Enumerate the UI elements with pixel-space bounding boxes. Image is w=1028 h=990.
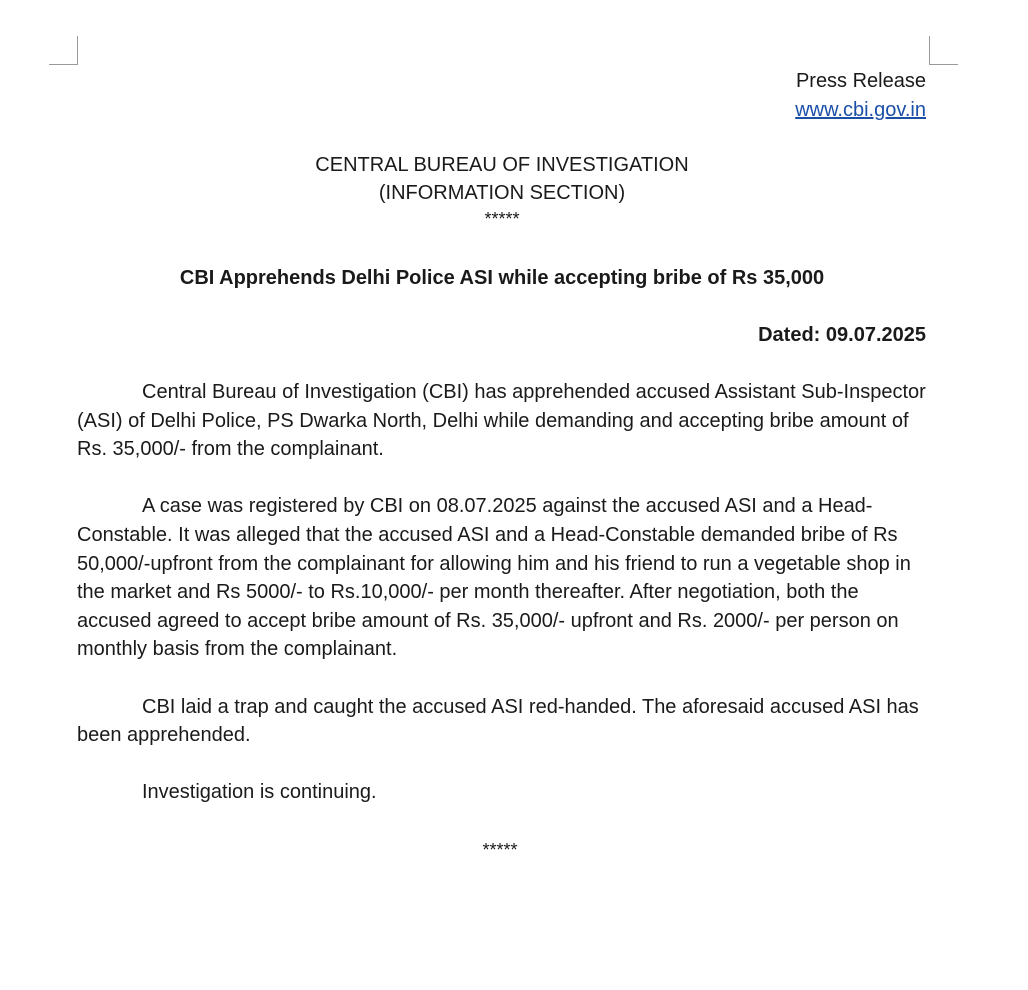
release-date: Dated: 09.07.2025 <box>758 324 926 346</box>
top-left-corner-mark <box>49 36 78 65</box>
footer-separator: ***** <box>482 840 518 860</box>
paragraph-case-details: A case was registered by CBI on 08.07.2025 against the accused ASI and a Head-Constable. It was alleged that the accused ASI and a Head-Constable demanded bribe of Rs 50,000/-upfront from the complainant for allowing him and his friend to run a vegetable shop in the market and Rs 5000/- to Rs.10,000/- per month thereafter. After negotiation, both the accused agreed to accept bribe amount of Rs. 35,000/- upfront and Rs. 2000/- per person on monthly basis from the complainant. <box>77 495 911 661</box>
organization-heading <box>0 151 1004 231</box>
heading-separator: ***** <box>484 209 520 229</box>
press-release-header <box>795 67 926 125</box>
paragraph-apprehension: Central Bureau of Investigation (CBI) has apprehended accused Assistant Sub-Inspector (ASI) of Delhi Police, PS Dwarka North, Delhi while demanding and accepting bribe amount of Rs. 35,000/- from the complainant. <box>77 381 926 461</box>
website-link[interactable]: www.cbi.gov.in <box>795 99 926 121</box>
organization-section: (INFORMATION SECTION) <box>378 182 626 204</box>
press-release-body <box>77 378 927 836</box>
paragraph-investigation-status: Investigation is continuing. <box>142 781 377 804</box>
paragraph-trap: CBI laid a trap and caught the accused ASI red-handed. The aforesaid accused ASI has been apprehended. <box>77 695 919 747</box>
press-release-title: CBI Apprehends Delhi Police ASI while accepting bribe of Rs 35,000 <box>179 267 825 289</box>
press-release-label: Press Release <box>795 70 926 92</box>
top-right-corner-mark <box>929 36 958 65</box>
organization-name: CENTRAL BUREAU OF INVESTIGATION <box>315 154 689 176</box>
